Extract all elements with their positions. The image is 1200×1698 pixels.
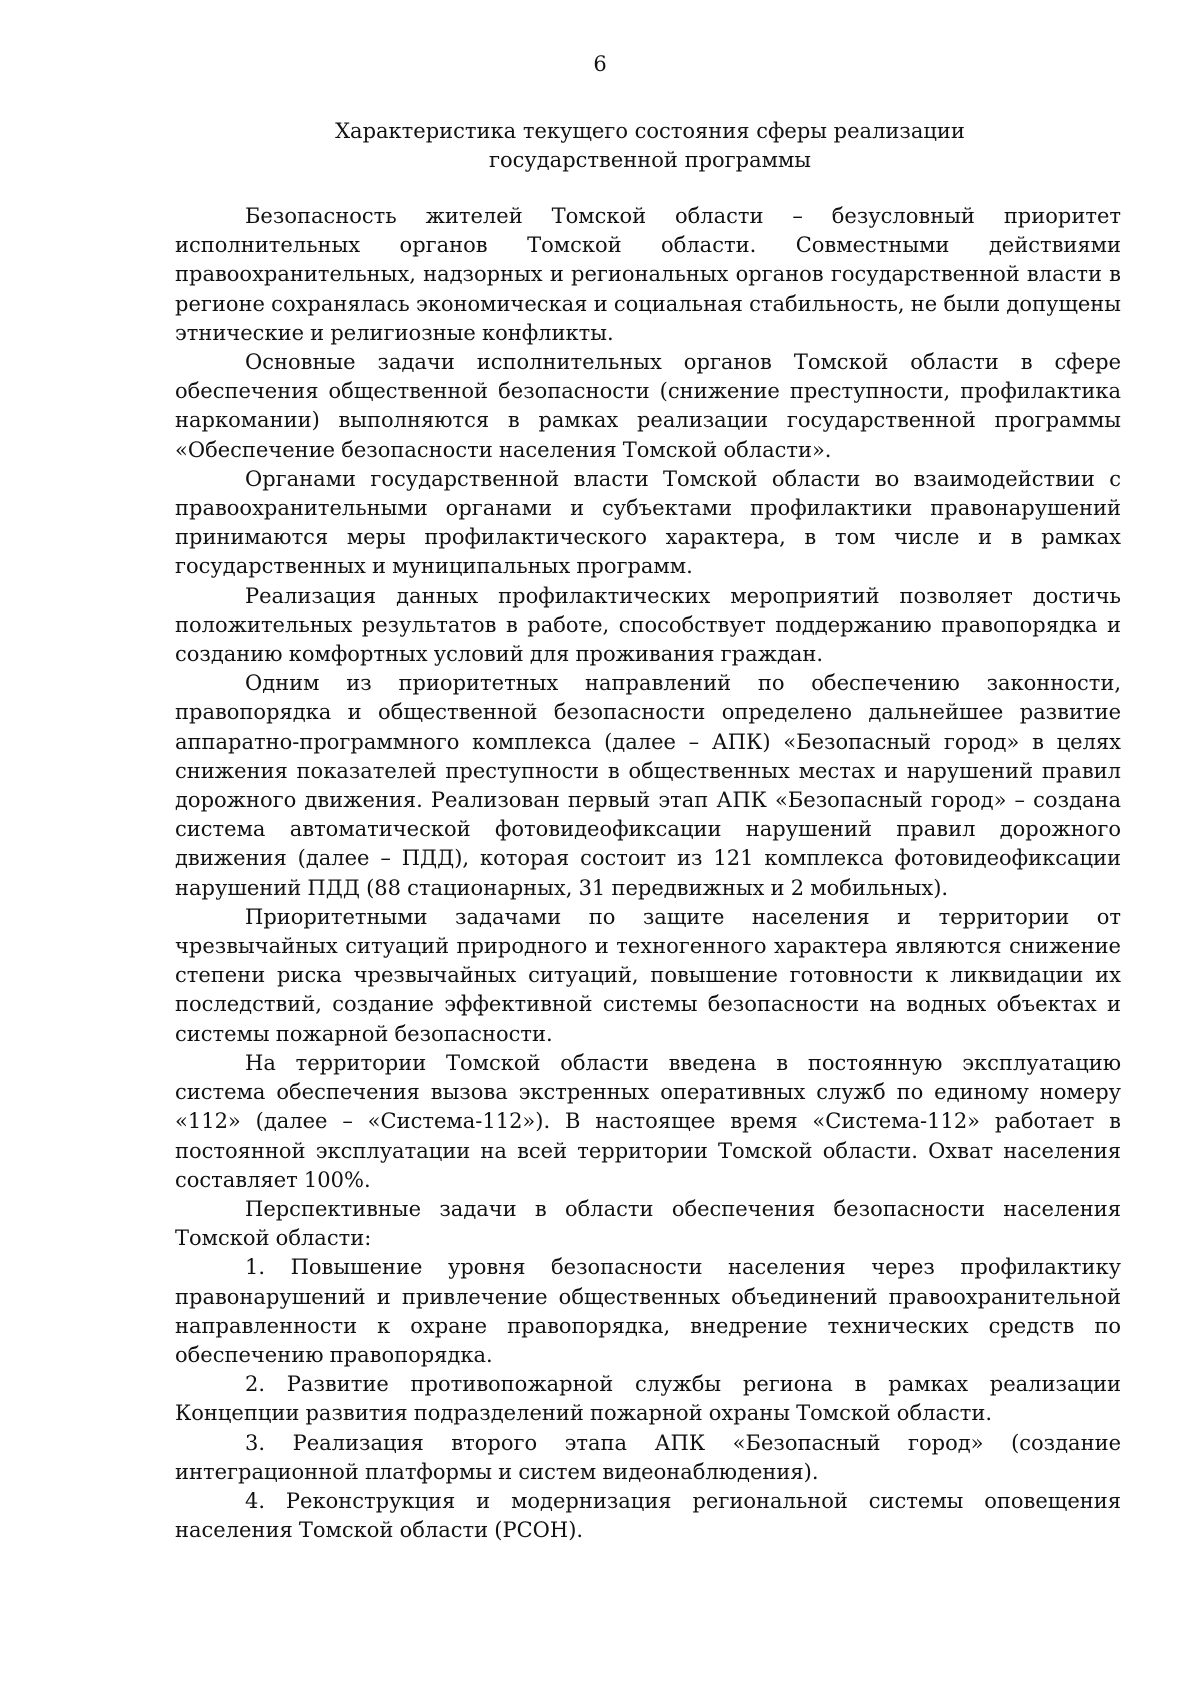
page-number: 6 bbox=[593, 52, 607, 76]
section-title bbox=[250, 117, 1050, 175]
list-item-4: 4. Реконструкция и модернизация региональной системы оповещения населения Томской области (РСОН). bbox=[175, 1488, 1121, 1543]
list-item-2: 2. Развитие противопожарной службы региона в рамках реализации Концепции развития подразделений пожарной охраны Томской области. bbox=[175, 1372, 1121, 1426]
list-item-1: 1. Повышение уровня безопасности населения через профилактику правонарушений и привлечение общественных объединений правоохранительной направленности к охране правопорядка, внедрение технических средств по обеспечению правопорядка. bbox=[175, 1255, 1121, 1367]
paragraph-authorities: Органами государственной власти Томской области во взаимодействии с правоохранительными органами и субъектами профилактики правонарушений принимаются меры профилактического характера, в том числе и в рамках государственных и муниципальных программ. bbox=[175, 466, 1121, 579]
paragraph-prevention-results: Реализация данных профилактических мероприятий позволяет достичь положительных результатов в работе, способствует поддержанию правопорядка и созданию комфортных условий для проживания граждан. bbox=[175, 583, 1121, 667]
paragraph-intro: Безопасность жителей Томской области – безусловный приоритет исполнительных органов Томской области. Совместными действиями правоохранительных, надзорных и региональных органов государственной власти в регионе сохранялась экономическая и социальная стабильность, не были допущены этнические и религиозные конфликты. bbox=[175, 204, 1121, 345]
paragraph-future-tasks: Перспективные задачи в области обеспечения безопасности населения Томской области: bbox=[175, 1196, 1121, 1251]
paragraph-safe-city: Одним из приоритетных направлений по обеспечению законности, правопорядка и общественной безопасности определено дальнейшее развитие аппаратно-программного комплекса (далее – АПК) «Безопасный город» в целях снижения показателей преступности в общественных местах и нарушений правил дорожного движения. Реализован первый этап АПК «Безопасный город» – создана система автоматической фотовидеофиксации нарушений правил дорожного движения (далее – ПДД), которая состоит из 121 комплекса фотовидеофиксации нарушений ПДД (88 стационарных, 31 передвижных и 2 мобильных). bbox=[175, 671, 1121, 900]
section-title-line-2: государственной программы bbox=[488, 148, 812, 172]
list-item-3: 3. Реализация второго этапа АПК «Безопасный город» (создание интеграционной платформы и систем видеонаблюдения). bbox=[175, 1430, 1121, 1484]
paragraph-system-112: На территории Томской области введена в постоянную эксплуатацию система обеспечения вызова экстренных оперативных служб по единому номеру «112» (далее – «Система-112»). В настоящее время «Система-112» работает в постоянной эксплуатации на всей территории Томской области. Охват населения составляет 100%. bbox=[175, 1050, 1121, 1192]
section-title-line-1: Характеристика текущего состояния сферы реализации bbox=[335, 119, 965, 143]
paragraph-emergency-tasks: Приоритетными задачами по защите населения и территории от чрезвычайных ситуаций природного и техногенного характера являются снижение степени риска чрезвычайных ситуаций, повышение готовности к ликвидации их последствий, создание эффективной системы безопасности на водных объектах и системы пожарной безопасности. bbox=[175, 904, 1121, 1046]
document-body bbox=[175, 202, 1121, 1545]
paragraph-main-tasks: Основные задачи исполнительных органов Томской области в сфере обеспечения общественной безопасности (снижение преступности, профилактика наркомании) выполняются в рамках реализации государственной программы «Обеспечение безопасности населения Томской области». bbox=[175, 350, 1121, 462]
